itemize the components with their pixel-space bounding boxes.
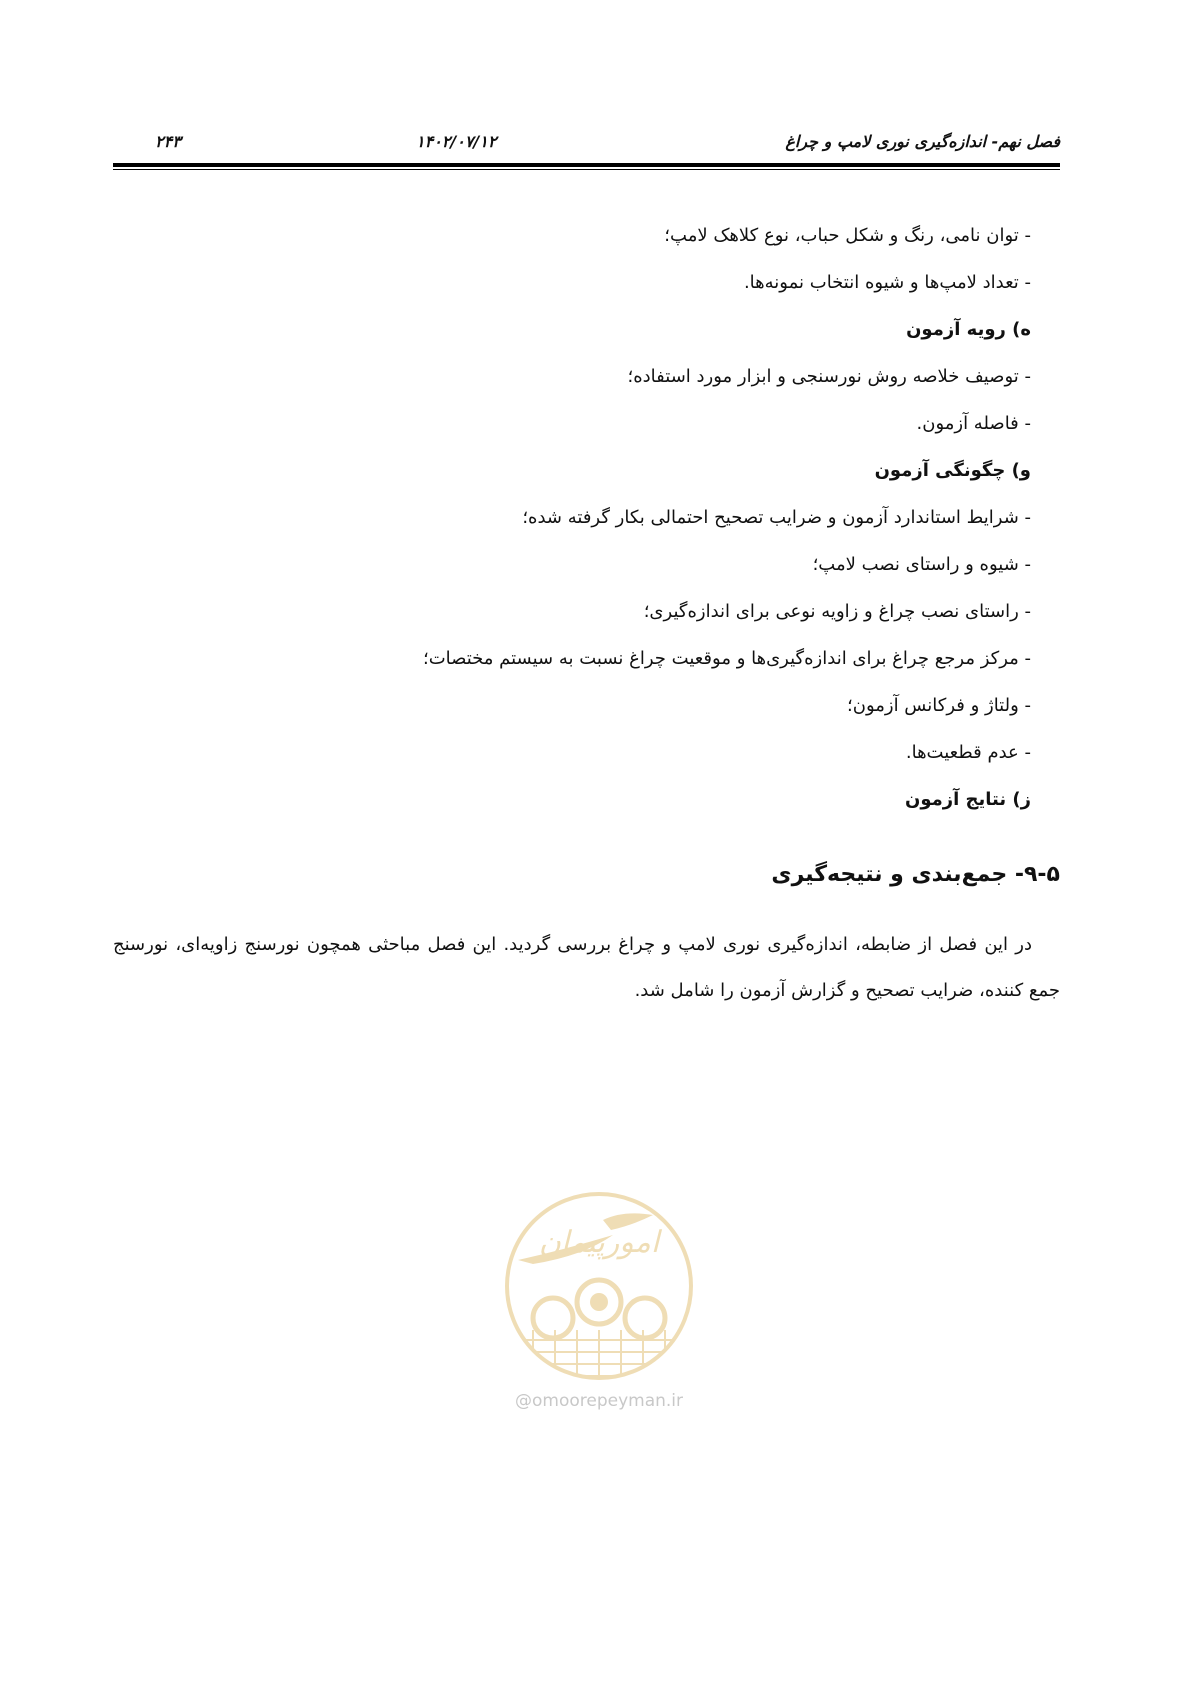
- summary-paragraph: [113, 922, 1060, 1014]
- list-item: - مرکز مرجع چراغ برای اندازه‌گیری‌ها و موقعیت چراغ نسبت به سیستم مختصات؛: [422, 648, 1031, 669]
- summary-paragraph-text: در این فصل از ضابطه، اندازه‌گیری نوری لامپ و چراغ بررسی گردید. این فصل مباحثی همچون نورسنج زاویه‌ای، نورسنج جمع کننده، ضرایب تصحیح و گزارش آزمون را شامل شد.: [113, 934, 1060, 1001]
- list-item: - فاصله آزمون.: [916, 413, 1031, 434]
- list-item: - توصیف خلاصه روش نورسنجی و ابزار مورد استفاده؛: [627, 366, 1031, 387]
- list-item: - عدم قطعیت‌ها.: [905, 742, 1031, 763]
- report-items-list: [131, 212, 1031, 823]
- watermark-logo: [503, 1190, 695, 1410]
- list-item: - توان نامی، رنگ و شکل حباب، نوع کلاهک لامپ؛: [664, 225, 1031, 246]
- subheading-test-method: و) چگونگی آزمون: [874, 460, 1031, 481]
- list-item: - تعداد لامپ‌ها و شیوه انتخاب نمونه‌ها.: [743, 272, 1031, 293]
- header-rule-thick: [113, 163, 1060, 167]
- list-item: - راستای نصب چراغ و زاویه نوعی برای اندازه‌گیری؛: [643, 601, 1031, 622]
- list-item: - شیوه و راستای نصب لامپ؛: [812, 554, 1031, 575]
- chapter-title: فصل نهم- اندازه‌گیری نوری لامپ و چراغ: [785, 132, 1060, 151]
- subheading-test-procedure: ه) رویه آزمون: [906, 319, 1031, 340]
- section-heading: ۹-۵- جمع‌بندی و نتیجه‌گیری: [771, 862, 1060, 887]
- list-item: - ولتاژ و فرکانس آزمون؛: [847, 695, 1031, 716]
- page-number: ۲۴۳: [155, 132, 181, 151]
- watermark-logo-text: امورپیمان: [538, 1225, 660, 1260]
- header-rule-thin: [113, 169, 1060, 170]
- list-item: - شرایط استاندارد آزمون و ضرایب تصحیح احتمالی بکار گرفته شده؛: [522, 507, 1031, 528]
- header-date: ۱۴۰۲/۰۷/۱۲: [416, 132, 497, 151]
- page-header: [113, 124, 1060, 160]
- watermark-url: @omoorepeyman.ir: [515, 1391, 684, 1411]
- subheading-test-results: ز) نتایج آزمون: [904, 789, 1031, 810]
